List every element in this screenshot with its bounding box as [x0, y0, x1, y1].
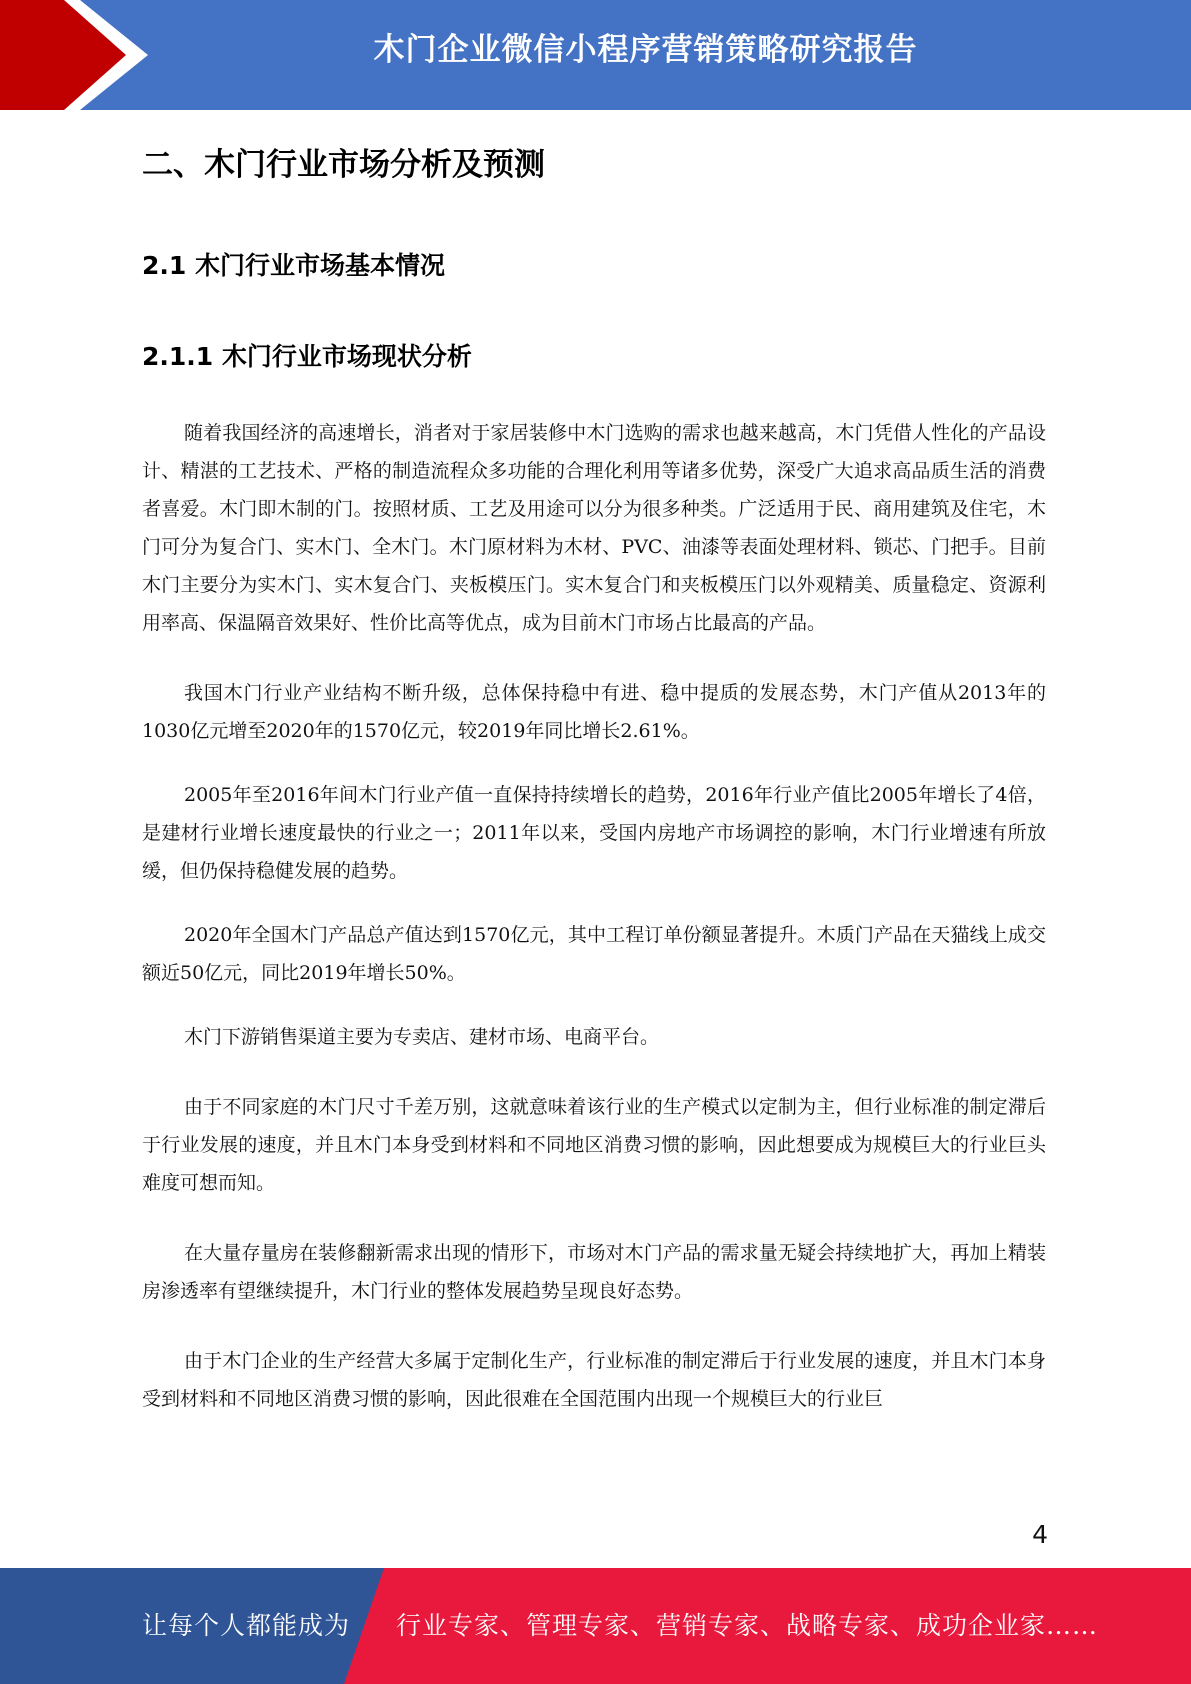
- section-heading: 2.1 木门行业市场基本情况: [142, 251, 445, 280]
- body-text: [142, 414, 1046, 1418]
- paragraph-8: 由于木门企业的生产经营大多属于定制化生产，行业标准的制定滞后于行业发展的速度，并且木门本身受到材料和不同地区消费习惯的影响，因此很难在全国范围内出现一个规模巨大的行业巨: [142, 1350, 1046, 1410]
- page-header: [0, 0, 1191, 110]
- paragraph-1: 随着我国经济的高速增长，消者对于家居装修中木门选购的需求也越来越高，木门凭借人性化的产品设计、精湛的工艺技术、严格的制造流程众多功能的合理化利用等诸多优势，深受广大追求高品质生活的消费者喜爱。木门即木制的门。按照材质、工艺及用途可以分为很多种类。广泛适用于民、商用建筑及住宅，木门可分为复合门、实木门、全木门。木门原材料为木材、PVC、油漆等表面处理材料、锁芯、门把手。目前木门主要分为实木门、实木复合门、夹板模压门。实木复合门和夹板模压门以外观精美、质量稳定、资源利用率高、保温隔音效果好、性价比高等优点，成为目前木门市场占比最高的产品。: [142, 422, 1046, 634]
- paragraph-7: 在大量存量房在装修翻新需求出现的情形下，市场对木门产品的需求量无疑会持续地扩大，再加上精装房渗透率有望继续提升，木门行业的整体发展趋势呈现良好态势。: [142, 1242, 1046, 1302]
- paragraph-5: 木门下游销售渠道主要为专卖店、建材市场、电商平台。: [184, 1026, 660, 1048]
- paragraph-4: 2020年全国木门产品总产值达到1570亿元，其中工程订单份额显著提升。木质门产品在天猫线上成交额近50亿元，同比2019年增长50%。: [142, 924, 1046, 984]
- page-number: 4: [1032, 1520, 1048, 1549]
- page-footer: [0, 1568, 1191, 1684]
- chapter-heading: 二、木门行业市场分析及预测: [142, 147, 545, 183]
- paragraph-3: 2005年至2016年间木门行业产值一直保持持续增长的趋势，2016年行业产值比2005年增长了4倍，是建材行业增长速度最快的行业之一；2011年以来，受国内房地产市场调控的影响，木门行业增速有所放缓，但仍保持稳健发展的趋势。: [142, 784, 1046, 882]
- report-title: 木门企业微信小程序营销策略研究报告: [373, 32, 918, 68]
- footer-slogan-left: 让每个人都能成为: [142, 1611, 351, 1640]
- footer-slogan-right: 行业专家、管理专家、营销专家、战略专家、成功企业家……: [396, 1611, 1099, 1640]
- subsection-heading: 2.1.1 木门行业市场现状分析: [142, 342, 472, 371]
- paragraph-6: 由于不同家庭的木门尺寸千差万别，这就意味着该行业的生产模式以定制为主，但行业标准的制定滞后于行业发展的速度，并且木门本身受到材料和不同地区消费习惯的影响，因此想要成为规模巨大的行业巨头难度可想而知。: [142, 1096, 1046, 1194]
- header-arrow-icon: [0, 0, 160, 110]
- paragraph-2: 我国木门行业产业结构不断升级，总体保持稳中有进、稳中提质的发展态势，木门产值从2013年的1030亿元增至2020年的1570亿元，较2019年同比增长2.61%。: [142, 682, 1046, 742]
